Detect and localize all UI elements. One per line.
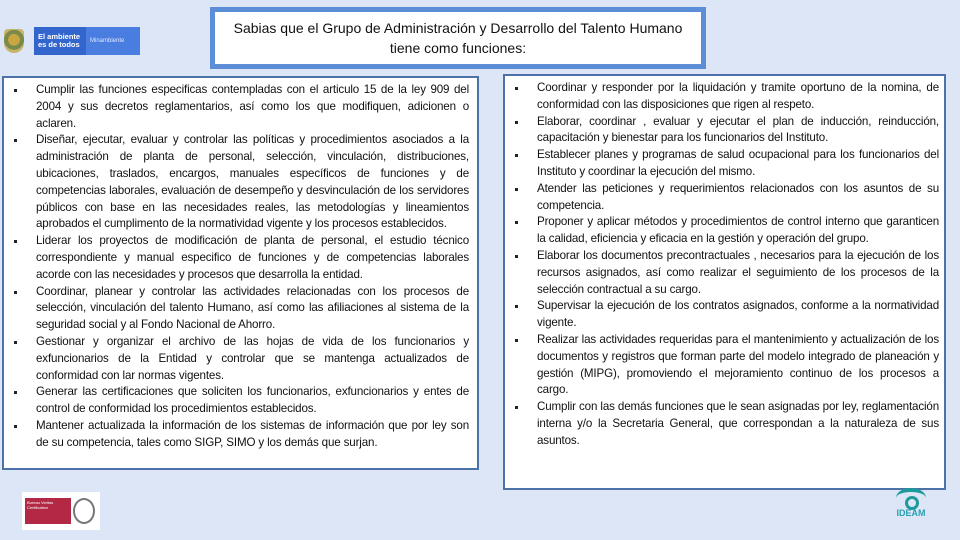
title-line-2: tiene como funciones: bbox=[389, 40, 527, 56]
list-item: Gestionar y organizar el archivo de las hojas de vida de los funcionarios y exfuncionarios de la Entidad y controlar que se mantenga actualizados de conformidad con lar normas vigentes. bbox=[12, 334, 469, 384]
logo-minambiente: Minambiente bbox=[86, 27, 140, 55]
list-item: Establecer planes y programas de salud ocupacional para los funcionarios del Instituto y coordinar la ejecución del mismo. bbox=[513, 147, 939, 181]
list-item: Cumplir las funciones especificas contempladas con el articulo 15 de la ley 909 del 2004 y sus decretos reglamentarios, así como los que modifiquen, adicionen o aclaren. bbox=[12, 82, 469, 132]
cert-seal-icon bbox=[73, 498, 95, 524]
list-item: Coordinar y responder por la liquidación y tramite oportuno de la nomina, de conformidad con las disposiciones que rigen al respeto. bbox=[513, 80, 939, 114]
cert-label: Bureau Veritas Certification bbox=[25, 498, 71, 524]
functions-list-left bbox=[12, 82, 469, 452]
list-item: Generar las certificaciones que soliciten los funcionarios, exfuncionarios y entes de control de conformidad los procedimientos establecidos. bbox=[12, 384, 469, 418]
functions-panel-right bbox=[503, 74, 946, 490]
page-title bbox=[210, 7, 706, 69]
list-item: Elaborar los documentos precontractuales , necesarios para la ejecución de los recursos asignados, así como realizar el seguimiento de los procesos de la selección contractual a su cargo. bbox=[513, 248, 939, 298]
list-item: Cumplir con las demás funciones que le sean asignadas por ley, reglamentación interna y/o la Secretaria General, que correspondan a la naturaleza de sus asuntos. bbox=[513, 399, 939, 449]
list-item: Mantener actualizada la información de los sistemas de información que por ley son de su competencia, tales como SIGP, SIMO y los demás que surjan. bbox=[12, 418, 469, 452]
list-item: Diseñar, ejecutar, evaluar y controlar las políticas y procedimientos asociados a la administración de planta de personal, selección, vinculación, distribuciones, ubicaciones, traslados, encargos, manuales específicos de funciones y de competencias laborales, evaluación de desempeño y desvinculación de los servidores públicos con base en las necesidades reales, las metodologías y lineamientos aprobados el cumplimento de la normatividad vigente y los procesos establecidos. bbox=[12, 132, 469, 233]
list-item: Supervisar la ejecución de los contratos asignados, conforme a la normatividad vigente. bbox=[513, 298, 939, 332]
minambiente-logo bbox=[4, 26, 140, 56]
colombia-coat-of-arms-icon bbox=[4, 29, 24, 53]
ideam-logo bbox=[886, 488, 936, 528]
ideam-label: IDEAM bbox=[896, 508, 926, 518]
list-item: Proponer y aplicar métodos y procedimientos de control interno que garanticen la calidad, eficiencia y eficacia en la gestión y operación del grupo. bbox=[513, 214, 939, 248]
list-item: Liderar los proyectos de modificación de planta de personal, el estudio técnico correspondiente y manual especifico de funciones y de competencias laborales acorde con las necesidades y procesos que desarrolla la entidad. bbox=[12, 233, 469, 283]
list-item: Elaborar, coordinar , evaluar y ejecutar el plan de inducción, reinducción, capacitación y bienestar para los funcionarios del Instituto. bbox=[513, 114, 939, 148]
logo-slogan: El ambiente es de todos bbox=[34, 27, 86, 55]
certification-logo bbox=[22, 492, 100, 530]
title-line-1: Sabias que el Grupo de Administración y Desarrollo del Talento Humano bbox=[233, 20, 683, 36]
list-item: Coordinar, planear y controlar las actividades relacionadas con los procesos de selección, vinculación del talento Humano, así como las afiliaciones al sistema de la seguridad social y al Fondo Nacional de Ahorro. bbox=[12, 284, 469, 334]
functions-list-right bbox=[513, 80, 939, 450]
ideam-eye-icon bbox=[896, 488, 926, 508]
functions-panel-left bbox=[2, 76, 479, 470]
list-item: Realizar las actividades requeridas para el mantenimiento y actualización de los documentos y registros que forman parte del modelo integrado de planeación y gestión (MIPG), promoviendo el mejoramiento continuo de los procesos a cargo. bbox=[513, 332, 939, 399]
list-item: Atender las peticiones y requerimientos relacionados con los asuntos de su competencia. bbox=[513, 181, 939, 215]
